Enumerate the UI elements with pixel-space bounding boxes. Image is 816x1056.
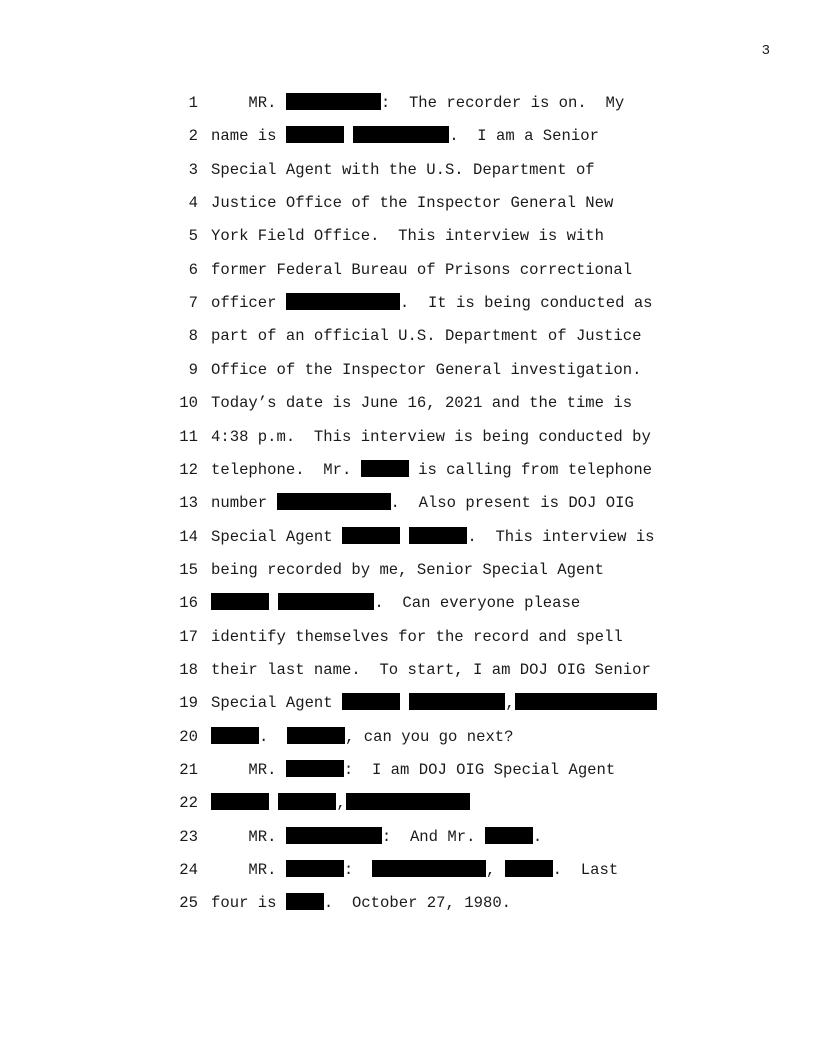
line-number: 21 bbox=[179, 761, 198, 779]
text-segment: . October 27, 1980. bbox=[323, 894, 512, 913]
redacted-name-block bbox=[342, 527, 400, 544]
redacted-name-block bbox=[409, 527, 467, 544]
redacted-name-block bbox=[287, 727, 345, 744]
text-segment: , bbox=[505, 694, 515, 713]
line-number: 10 bbox=[179, 394, 198, 413]
redacted-name-block bbox=[485, 827, 533, 844]
line-text bbox=[211, 593, 580, 613]
line-text bbox=[211, 460, 652, 480]
redacted-spelling-block bbox=[515, 693, 657, 710]
redacted-spelling-block bbox=[346, 793, 470, 810]
line-number: 7 bbox=[188, 294, 198, 313]
page-number: 3 bbox=[761, 43, 770, 59]
text-segment: being recorded by me, Senior Special Agent bbox=[211, 560, 605, 579]
text-segment: . Can everyone please bbox=[374, 594, 581, 613]
redacted-name-block bbox=[372, 860, 486, 877]
text-segment: Special Agent with the U.S. Department of bbox=[211, 160, 595, 179]
line-number: 5 bbox=[188, 227, 198, 246]
text-segment: . Last bbox=[552, 861, 619, 880]
redacted-name-block bbox=[211, 593, 269, 610]
text-segment: : And Mr. bbox=[381, 827, 485, 846]
text-segment: York Field Office. This interview is with bbox=[211, 227, 605, 246]
text-segment: . Also present is DOJ OIG bbox=[390, 494, 634, 513]
line-text bbox=[211, 560, 604, 580]
text-segment: Special Agent bbox=[211, 527, 343, 546]
redacted-name-block bbox=[409, 693, 505, 710]
line-text bbox=[211, 160, 595, 180]
line-text bbox=[211, 760, 615, 780]
text-segment: . bbox=[259, 727, 288, 746]
line-text bbox=[211, 627, 623, 647]
text-segment: MR. bbox=[211, 861, 286, 880]
line-number: 25 bbox=[179, 894, 198, 913]
text-segment: former Federal Bureau of Prisons correctional bbox=[211, 260, 633, 279]
redacted-name-block bbox=[286, 126, 344, 143]
text-segment: , bbox=[336, 794, 346, 813]
text-segment: Office of the Inspector General investigation. bbox=[211, 360, 642, 379]
line-number: 6 bbox=[188, 260, 198, 279]
text-segment: : The recorder is on. My bbox=[380, 94, 625, 112]
redacted-name-block bbox=[278, 793, 336, 810]
line-number: 4 bbox=[188, 194, 198, 213]
line-number: 15 bbox=[179, 560, 198, 579]
text-segment bbox=[344, 127, 353, 145]
redacted-name-block bbox=[286, 760, 344, 777]
line-text bbox=[211, 860, 618, 880]
text-segment: . It is being conducted as bbox=[399, 294, 653, 313]
text-segment bbox=[400, 694, 409, 712]
text-segment: their last name. To start, I am DOJ OIG Senior bbox=[211, 660, 651, 679]
line-number: 23 bbox=[179, 827, 198, 846]
line-number: 19 bbox=[179, 694, 198, 713]
line-text bbox=[211, 193, 613, 213]
redacted-name-block bbox=[286, 293, 400, 310]
text-segment: is calling from telephone bbox=[408, 460, 653, 479]
text-segment: 4:38 p.m. This interview is being conducted by bbox=[211, 427, 651, 446]
line-number: 18 bbox=[179, 660, 198, 679]
text-segment bbox=[400, 528, 409, 546]
line-text bbox=[211, 393, 632, 413]
text-segment: Justice Office of the Inspector General New bbox=[211, 194, 614, 213]
redacted-spelling-block bbox=[211, 727, 259, 744]
text-segment bbox=[269, 594, 278, 612]
line-text bbox=[211, 827, 542, 847]
line-number: 22 bbox=[179, 794, 198, 813]
redacted-name-block bbox=[286, 93, 381, 110]
redacted-name-block bbox=[211, 793, 269, 810]
line-number: 16 bbox=[179, 594, 198, 613]
text-segment: officer bbox=[211, 294, 286, 313]
line-text bbox=[211, 427, 651, 447]
line-text bbox=[211, 693, 657, 713]
text-segment: number bbox=[211, 494, 277, 513]
line-number: 24 bbox=[179, 861, 198, 880]
text-segment: part of an official U.S. Department of Justice bbox=[211, 327, 642, 346]
line-number: 20 bbox=[179, 727, 198, 746]
line-number: 14 bbox=[179, 527, 198, 546]
text-segment: . bbox=[532, 827, 543, 846]
text-segment: Special Agent bbox=[211, 694, 343, 713]
redacted-spelling-block bbox=[505, 860, 553, 877]
text-segment: . I am a Senior bbox=[449, 127, 599, 146]
line-text bbox=[211, 326, 641, 346]
line-number: 12 bbox=[179, 460, 198, 479]
line-text bbox=[211, 493, 634, 513]
text-segment: telephone. Mr. bbox=[211, 460, 361, 479]
line-text bbox=[211, 293, 653, 313]
text-segment: . This interview is bbox=[467, 527, 655, 546]
line-number: 2 bbox=[188, 127, 198, 146]
line-text bbox=[211, 727, 514, 747]
line-number: 3 bbox=[188, 160, 198, 179]
redacted-name-block bbox=[278, 593, 374, 610]
text-segment: , bbox=[485, 861, 505, 880]
line-text bbox=[211, 126, 599, 146]
text-segment: Today’s date is June 16, 2021 and the time is bbox=[211, 394, 633, 413]
text-segment bbox=[269, 794, 278, 812]
line-number: 11 bbox=[179, 427, 198, 446]
line-number: 9 bbox=[188, 360, 198, 379]
text-segment: MR. bbox=[211, 761, 286, 779]
line-number: 13 bbox=[179, 494, 198, 513]
redacted-phone-block bbox=[277, 493, 391, 510]
text-segment: MR. bbox=[211, 827, 286, 846]
text-segment: , can you go next? bbox=[345, 727, 514, 746]
line-text bbox=[211, 226, 604, 246]
line-text bbox=[211, 93, 624, 113]
text-segment: four is bbox=[211, 894, 286, 913]
line-text bbox=[211, 793, 470, 813]
text-segment: : I am DOJ OIG Special Agent bbox=[343, 761, 616, 779]
line-text bbox=[211, 527, 655, 547]
line-number: 17 bbox=[179, 627, 198, 646]
line-text bbox=[211, 893, 511, 913]
redacted-name-block bbox=[361, 460, 409, 477]
line-text bbox=[211, 260, 632, 280]
text-segment: identify themselves for the record and spell bbox=[211, 627, 623, 646]
line-text bbox=[211, 660, 651, 680]
redacted-number-block bbox=[286, 893, 324, 910]
redacted-name-block bbox=[286, 860, 344, 877]
redacted-name-block bbox=[342, 693, 400, 710]
text-segment: MR. bbox=[211, 94, 286, 112]
line-text bbox=[211, 360, 641, 380]
text-segment: name is bbox=[211, 127, 286, 146]
redacted-name-block bbox=[286, 827, 382, 844]
text-segment: : bbox=[343, 861, 372, 880]
line-number: 8 bbox=[188, 327, 198, 346]
line-number: 1 bbox=[188, 94, 198, 112]
redacted-name-block bbox=[353, 126, 449, 143]
